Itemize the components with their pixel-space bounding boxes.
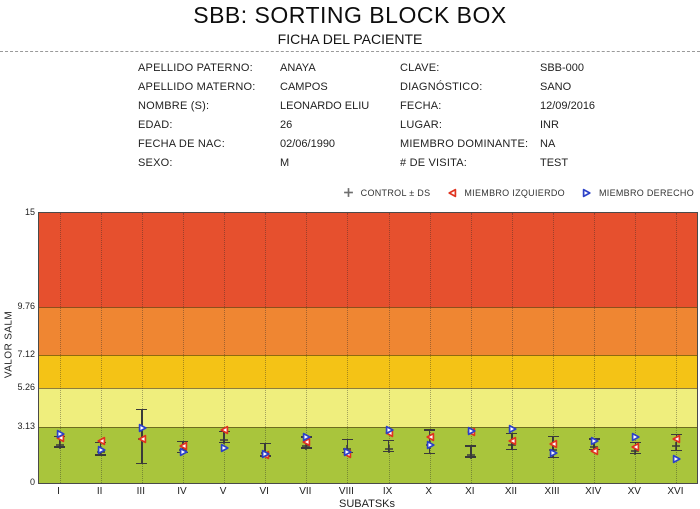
band-boundary-line: [39, 355, 697, 356]
page-subtitle: FICHA DEL PACIENTE: [277, 31, 423, 47]
patient-row: [138, 78, 369, 97]
x-tick-label: X: [425, 486, 433, 497]
patient-field-value: SBB-000: [540, 62, 585, 74]
x-tick-label: XIV: [585, 486, 602, 497]
x-tick-label: XVI: [667, 486, 684, 497]
risk-band: [39, 355, 697, 388]
patient-row: [400, 154, 595, 173]
chart-legend: [343, 187, 694, 198]
miembro-derecho-marker: [138, 420, 148, 430]
y-tick-label: 5.26: [17, 382, 35, 393]
x-tick-label: V: [219, 486, 227, 497]
x-tick-label: VIII: [338, 486, 354, 497]
patient-row: [138, 154, 369, 173]
page-title: SBB: SORTING BLOCK BOX: [193, 2, 507, 28]
y-tick-label: 0: [29, 477, 35, 487]
x-tick-label: XII: [504, 486, 518, 497]
header-divider: [0, 51, 700, 52]
patient-field-label: FECHA DE NAC:: [138, 138, 225, 150]
patient-field-value: CAMPOS: [280, 81, 328, 93]
x-axis-title: SUBATSKs: [338, 498, 396, 509]
legend-item: [447, 188, 565, 198]
miembro-derecho-marker: [467, 423, 477, 433]
patient-field-label: LUGAR:: [400, 119, 443, 131]
patient-field-value: INR: [540, 119, 559, 131]
legend-item: [343, 187, 431, 198]
patient-row: [400, 116, 595, 135]
patient-field-value: NA: [540, 138, 556, 150]
patient-field-label: NOMBRE (S):: [138, 100, 210, 112]
band-boundary-line: [39, 388, 697, 389]
legend-label: CONTROL ± DS: [360, 187, 431, 198]
patient-row: [138, 97, 369, 116]
control-marker: [384, 441, 394, 451]
miembro-izquierdo-marker: [219, 422, 229, 432]
patient-field-label: FECHA:: [400, 100, 442, 112]
patient-field-value: TEST: [540, 157, 569, 169]
plot-area: [38, 212, 698, 484]
plus-icon: [343, 187, 354, 198]
miembro-izquierdo-marker: [671, 431, 681, 441]
patient-field-label: APELLIDO MATERNO:: [138, 81, 256, 93]
miembro-derecho-marker: [220, 440, 230, 450]
x-tick-label: III: [136, 486, 145, 497]
legend-label: MIEMBRO IZQUIERDO: [464, 187, 565, 198]
miembro-derecho-marker: [343, 444, 353, 454]
risk-band: [39, 307, 697, 355]
y-tick-label: 9.76: [17, 301, 35, 312]
triangle-left-icon: [447, 188, 457, 198]
patient-info-left-column: [138, 59, 369, 173]
legend-label: MIEMBRO DERECHO: [598, 187, 694, 198]
y-axis-title: VALOR SALM: [3, 310, 15, 379]
error-bar-cap: [424, 453, 435, 454]
x-tick-label: XIII: [544, 486, 560, 497]
patient-field-value: 26: [280, 119, 293, 131]
y-tick-label: 3.13: [17, 420, 35, 431]
patient-field-value: 02/06/1990: [280, 138, 336, 150]
x-tick-label: II: [96, 486, 103, 497]
y-tick-label: 7.12: [17, 348, 35, 359]
miembro-izquierdo-marker: [507, 433, 517, 443]
x-tick-label: XV: [627, 486, 641, 497]
patient-field-label: # DE VISITA:: [400, 157, 467, 169]
patient-field-value: 12/09/2016: [540, 100, 596, 112]
miembro-derecho-marker: [631, 429, 641, 439]
patient-row: [138, 135, 369, 154]
miembro-derecho-marker: [672, 451, 682, 461]
miembro-derecho-marker: [590, 433, 600, 443]
patient-field-value: LEONARDO ELIU: [280, 100, 370, 112]
risk-band: [39, 213, 697, 307]
patient-row: [400, 78, 595, 97]
patient-field-label: EDAD:: [138, 119, 173, 131]
miembro-derecho-marker: [261, 446, 271, 456]
miembro-derecho-marker: [56, 426, 66, 436]
patient-row: [400, 59, 595, 78]
miembro-derecho-marker: [179, 444, 189, 454]
miembro-derecho-marker: [426, 437, 436, 447]
patient-field-value: SANO: [540, 81, 572, 93]
x-tick-label: VII: [299, 486, 312, 497]
patient-field-label: SEXO:: [138, 157, 173, 169]
patient-row: [138, 59, 369, 78]
patient-row: [400, 97, 595, 116]
miembro-derecho-marker: [302, 429, 312, 439]
x-tick-label: XI: [465, 486, 475, 497]
patient-field-label: DIAGNÓSTICO:: [400, 81, 483, 93]
x-tick-label: VI: [259, 486, 269, 497]
patient-field-label: CLAVE:: [400, 62, 440, 74]
control-marker: [466, 447, 476, 457]
patient-row: [138, 116, 369, 135]
x-tick-label: IV: [177, 486, 187, 497]
triangle-right-icon: [582, 188, 592, 198]
band-boundary-line: [39, 307, 697, 308]
patient-field-label: MIEMBRO DOMINANTE:: [400, 138, 529, 150]
patient-field-value: M: [280, 157, 290, 169]
x-tick-label: I: [57, 486, 60, 497]
x-tick-label: IX: [382, 486, 393, 497]
patient-info-right-column: [400, 59, 595, 173]
legend-item: [582, 188, 694, 198]
patient-field-label: APELLIDO PATERNO:: [138, 62, 253, 74]
miembro-derecho-marker: [549, 445, 559, 455]
miembro-derecho-marker: [385, 422, 395, 432]
patient-row: [400, 135, 595, 154]
y-tick-label: 15: [24, 207, 35, 217]
miembro-derecho-marker: [508, 421, 518, 431]
gridline-vertical: [471, 213, 472, 483]
error-bar-cap: [136, 409, 147, 410]
patient-field-value: ANAYA: [280, 62, 316, 74]
miembro-derecho-marker: [97, 442, 107, 452]
error-bar-cap: [136, 463, 147, 464]
